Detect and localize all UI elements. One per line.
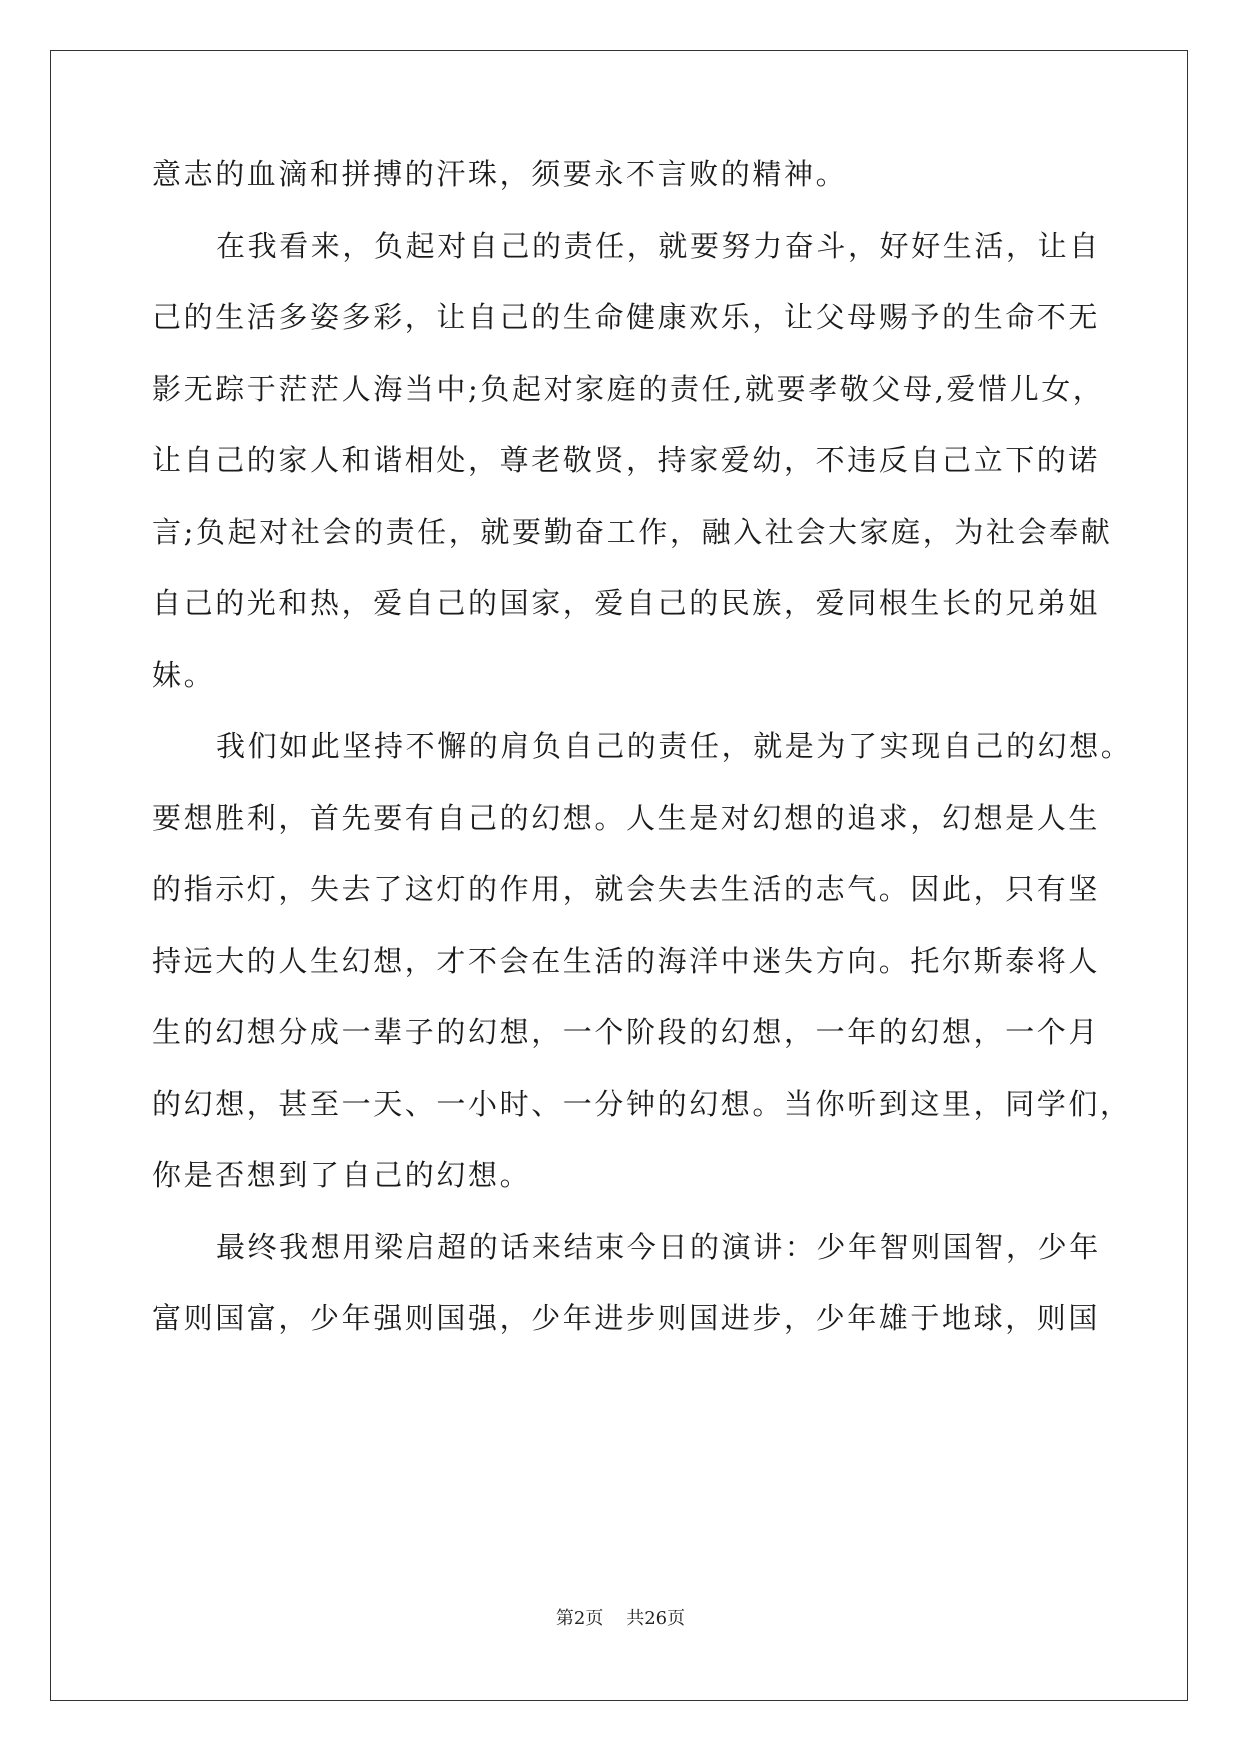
text-line: 自己的光和热，爱自己的国家，爱自己的民族，爱同根生长的兄弟姐 [152,586,1101,620]
text-line: 影无踪于茫茫人海当中;负起对家庭的责任,就要孝敬父母,爱惜儿女， [152,371,1105,406]
text-line: 让自己的家人和谐相处，尊老敬贤，持家爱幼，不违反自己立下的诺 [152,443,1101,477]
text-line: 最终我想用梁启超的话来结束今日的演讲：少年智则国智，少年 [216,1229,1101,1264]
page-number: 第2页 [555,1608,604,1629]
text-line: 生的幻想分成一辈子的幻想，一个阶段的幻想，一年的幻想，一个月 [152,1015,1101,1049]
text-line: 言;负起对社会的责任，就要勤奋工作，融入社会大家庭，为社会奉献 [152,514,1113,549]
text-line: 的指示灯，失去了这灯的作用，就会失去生活的志气。因此，只有坚 [152,872,1101,906]
text-line: 持远大的人生幻想，才不会在生活的海洋中迷失方向。托尔斯泰将人 [152,943,1101,978]
page-total: 共26页 [626,1608,686,1629]
text-line: 妹。 [152,657,216,692]
text-line: 意志的血滴和拼搏的汗珠，须要永不言败的精神。 [152,157,848,191]
text-line: 富则国富，少年强则国强，少年进步则国进步，少年雄于地球，则国 [152,1301,1101,1335]
text-line: 己的生活多姿多彩，让自己的生命健康欢乐，让父母赐予的生命不无 [152,300,1101,334]
text-line: 的幻想，甚至一天、一小时、一分钟的幻想。当你听到这里，同学们， [152,1086,1132,1121]
footer-spacer [603,1608,626,1629]
text-line: 你是否想到了自己的幻想。 [152,1158,532,1192]
document-body [152,155,1133,1371]
text-line: 在我看来，负起对自己的责任，就要努力奋斗，好好生活，让自 [216,228,1101,263]
text-line: 我们如此坚持不懈的肩负自己的责任，就是为了实现自己的幻想。 [216,729,1133,763]
text-line: 要想胜利，首先要有自己的幻想。人生是对幻想的追求，幻想是人生 [152,800,1101,835]
page-footer [0,1604,1241,1630]
